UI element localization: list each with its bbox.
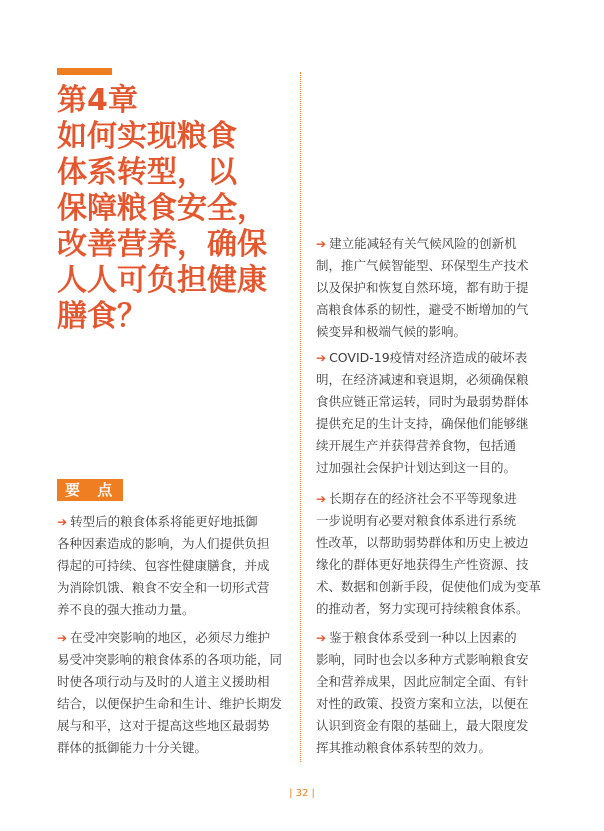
arrow-icon: ➔ [316, 237, 327, 251]
paragraph-line: 续开展生产并获得营养食物，包括通 [316, 438, 517, 453]
paragraph-line: 候变异和极端气候的影响。 [316, 324, 467, 339]
key-point-paragraph [316, 488, 541, 620]
paragraph-line: 全和营养成果，因此应制定全面、有针 [316, 674, 529, 689]
arrow-icon: ➔ [57, 631, 68, 645]
paragraph-line: 术、数据和创新手段，促使他们成为变革 [316, 579, 542, 594]
paragraph-line: 对性的政策、投资方案和立法，以便在 [316, 696, 529, 711]
column-divider [300, 72, 301, 762]
chapter-title-line: 体系转型，以 [57, 155, 237, 190]
arrow-icon: ➔ [316, 631, 327, 645]
paragraph-line: 的推动者，努力实现可持续粮食体系。 [316, 601, 529, 616]
paragraph-line: 食供应链正常运转，同时为最弱势群体 [316, 394, 529, 409]
paragraph-line: 制，推广气候智能型、环保型生产技术 [316, 258, 529, 273]
paragraph-line: 为消除饥饿、粮食不安全和一切形式营 [57, 580, 270, 595]
chapter-accent-bar [57, 68, 112, 75]
paragraph-line: 过加强社会保护计划达到这一目的。 [316, 460, 517, 475]
chapter-title-line: 如何实现粮食 [57, 119, 237, 154]
paragraph-line: 易受冲突影响的粮食体系的各项功能，同 [57, 652, 283, 667]
paragraph-line: 时使各项行动与及时的人道主义援助相 [57, 674, 270, 689]
paragraph-line: ➔ 鉴于粮食体系受到一种以上因素的 [316, 630, 517, 645]
arrow-icon: ➔ [57, 515, 68, 529]
paragraph-line: 明，在经济减速和衰退期，必须确保粮 [316, 372, 529, 387]
paragraph-line: 认识到资金有限的基础上，最大限度发 [316, 718, 529, 733]
paragraph-line: 得起的可持续、包容性健康膳食，并成 [57, 558, 270, 573]
paragraph-line: 展与和平，这对于提高这些地区最弱势 [57, 718, 270, 733]
paragraph-line: ➔ COVID-19疫情对经济造成的破坏表 [316, 350, 528, 365]
paragraph-line: 缘化的群体更好地获得生产性资源、技 [316, 557, 529, 572]
chapter-title [57, 83, 302, 335]
paragraph-line: 提供充足的生计支持，确保他们能够继 [316, 416, 529, 431]
chapter-title-line: 第4章 [57, 83, 138, 118]
arrow-icon: ➔ [316, 351, 327, 365]
key-point-paragraph [316, 347, 529, 479]
chapter-title-line: 改善营养，确保 [57, 227, 267, 262]
key-points-label: 要 点 [57, 479, 123, 501]
key-point-paragraph [57, 627, 282, 759]
paragraph-line: 挥其推动粮食体系转型的效力。 [316, 740, 492, 755]
paragraph-line: ➔ 建立能减轻有关气候风险的创新机 [316, 236, 517, 251]
paragraph-line: ➔ 在受冲突影响的地区，必须尽力维护 [57, 630, 271, 645]
paragraph-line: 影响，同时也会以多种方式影响粮食安 [316, 652, 529, 667]
chapter-title-line: 保障粮食安全， [57, 191, 267, 226]
paragraph-line: 养不良的强大推动力量。 [57, 602, 195, 617]
chapter-title-line: 人人可负担健康 [57, 263, 267, 298]
key-point-paragraph [316, 233, 529, 343]
key-point-paragraph [57, 511, 270, 621]
page-number: | 32 | [289, 788, 315, 799]
paragraph-line: 性改革，以帮助弱势群体和历史上被边 [316, 535, 529, 550]
paragraph-line: ➔ 长期存在的经济社会不平等现象进 [316, 491, 517, 506]
paragraph-line: 群体的抵御能力十分关键。 [57, 740, 208, 755]
paragraph-line: 一步说明有必要对粮食体系进行系统 [316, 513, 517, 528]
arrow-icon: ➔ [316, 492, 327, 506]
chapter-title-line: 膳食？ [57, 299, 147, 334]
paragraph-line: 以及保护和恢复自然环境，都有助于提 [316, 280, 529, 295]
key-point-paragraph [316, 627, 529, 759]
paragraph-line: ➔ 转型后的粮食体系将能更好地抵御 [57, 514, 258, 529]
paragraph-line: 各种因素造成的影响，为人们提供负担 [57, 536, 270, 551]
paragraph-line: 高粮食体系的韧性，避受不断增加的气 [316, 302, 529, 317]
paragraph-line: 结合，以便保护生命和生计、维护长期发 [57, 696, 283, 711]
